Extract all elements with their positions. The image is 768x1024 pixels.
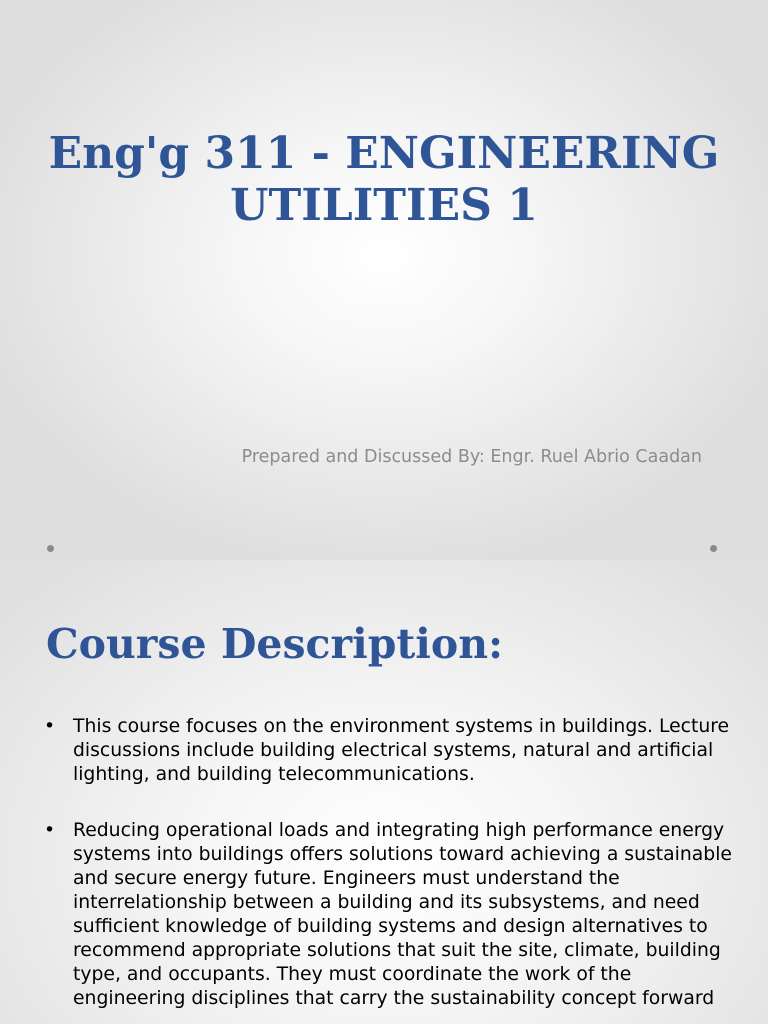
bullet-icon: • — [44, 820, 56, 841]
slide-heading: Course Description: — [46, 620, 504, 668]
bullet-item — [44, 819, 734, 1011]
bullet-icon: • — [44, 716, 56, 737]
slide-subtitle: Prepared and Discussed By: Engr. Ruel Abrio Caadan — [241, 447, 702, 467]
bullet-item — [44, 715, 734, 787]
bullet-list — [44, 715, 734, 1024]
bullet-text: Reducing operational loads and integrating high performance energy systems into buildings offers solutions toward achieving a sustainable and secure energy future. Engineers must understand the interrelationship between a building and its subsystems, and need sufficient knowledge of building systems and design alternatives to recommend appropriate solutions that suit the site, climate, building type, and occupants. They must coordinate the work of the engineering disciplines that carry the sustainability concept forward — [73, 820, 732, 1009]
slide-marker-right — [710, 545, 717, 552]
course-description-slide — [0, 560, 768, 1024]
slide-marker-left — [47, 545, 54, 552]
bullet-text: This course focuses on the environment systems in buildings. Lecture discussions include building electrical systems, natural and artificial lighting, and building telecommunications. — [73, 716, 730, 785]
slide-title: Eng'g 311 - ENGINEERING UTILITIES 1 — [48, 128, 720, 231]
